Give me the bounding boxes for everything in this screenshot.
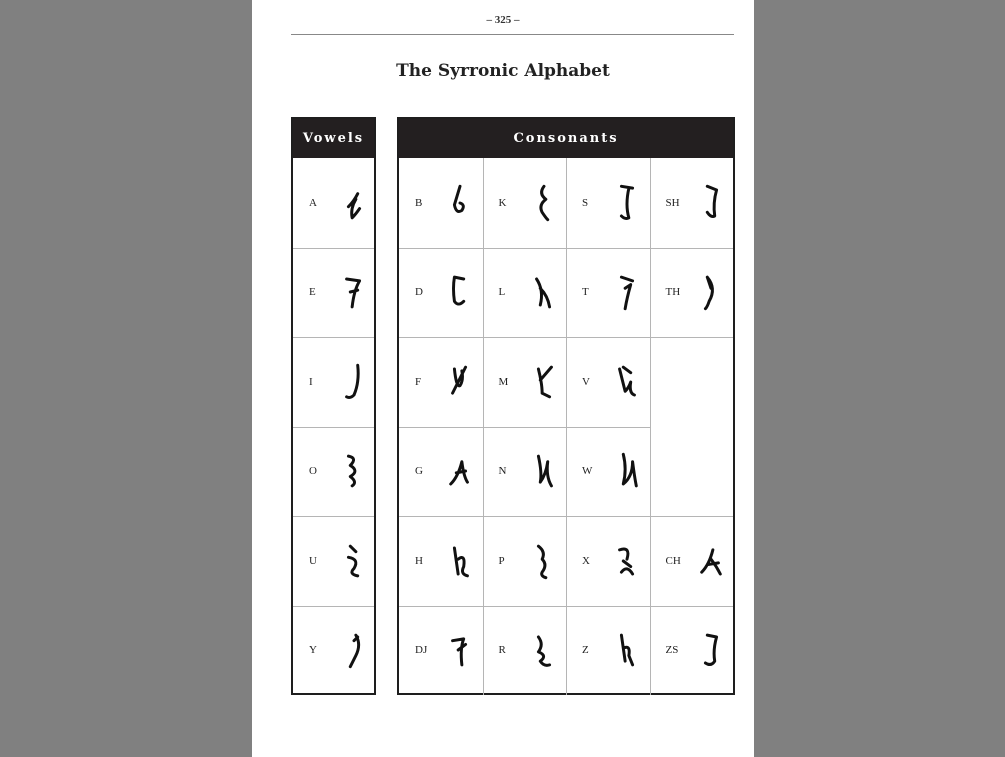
- syrronic-o-icon: [341, 447, 367, 495]
- grid-line: [293, 337, 374, 338]
- grid-line: [293, 606, 374, 607]
- consonants-header: Consonants: [399, 119, 733, 158]
- vowels-table: [291, 117, 376, 695]
- consonant-cell: [399, 427, 483, 517]
- vowels-header: Vowels: [293, 119, 374, 158]
- consonant-cell: [650, 158, 734, 248]
- consonant-cell: [650, 248, 734, 338]
- syrronic-p-icon: [531, 537, 557, 585]
- consonant-letter: G: [415, 465, 423, 478]
- consonant-letter: X: [582, 554, 590, 567]
- consonant-cell: [399, 337, 483, 427]
- book-page: [252, 0, 754, 757]
- consonant-letter: L: [498, 286, 506, 299]
- consonant-letter: B: [415, 196, 423, 209]
- consonant-cell: [566, 337, 650, 427]
- syrronic-w-icon: [614, 447, 640, 495]
- consonant-cell: [566, 427, 650, 517]
- syrronic-d-icon: [447, 268, 473, 316]
- consonant-letter: M: [498, 375, 509, 388]
- consonant-letter: TH: [665, 286, 681, 299]
- consonant-cell: [566, 248, 650, 338]
- consonant-cell: [483, 248, 567, 338]
- consonant-letter: W: [582, 465, 593, 478]
- vowel-letter: E: [309, 286, 316, 299]
- syrronic-u-icon: [341, 537, 367, 585]
- grid-line: [399, 427, 650, 428]
- consonant-letter: N: [498, 465, 507, 478]
- consonant-letter: SH: [665, 196, 680, 209]
- syrronic-zs-icon: [698, 626, 724, 674]
- consonant-letter: F: [415, 375, 422, 388]
- syrronic-h-icon: [447, 537, 473, 585]
- vowel-letter: I: [309, 375, 313, 388]
- grid-line: [293, 248, 374, 249]
- syrronic-t-icon: [614, 268, 640, 316]
- syrronic-r-icon: [531, 626, 557, 674]
- consonant-letter: D: [415, 286, 423, 299]
- vowel-letter: O: [309, 465, 317, 478]
- vowel-cell: [293, 158, 374, 248]
- vowel-cell: [293, 427, 374, 517]
- syrronic-th-icon: [698, 268, 724, 316]
- consonant-cell: [483, 516, 567, 606]
- consonant-letter: ZS: [665, 644, 679, 657]
- consonant-cell: [566, 606, 650, 696]
- page-number: – 325 –: [486, 14, 520, 26]
- syrronic-ch-icon: [698, 537, 724, 585]
- consonant-letter: T: [582, 286, 589, 299]
- consonant-cell: [399, 158, 483, 248]
- syrronic-v-icon: [614, 358, 640, 406]
- consonant-cell: [566, 158, 650, 248]
- consonant-letter: S: [582, 196, 589, 209]
- syrronic-s-icon: [614, 179, 640, 227]
- page-title: The Syrronic Alphabet: [396, 61, 610, 81]
- vowel-cell: [293, 248, 374, 338]
- consonant-letter: H: [415, 554, 423, 567]
- syrronic-dj-icon: [447, 626, 473, 674]
- grid-line: [293, 427, 374, 428]
- syrronic-f-icon: [447, 358, 473, 406]
- syrronic-a-icon: [341, 179, 367, 227]
- grid-line: [650, 158, 651, 695]
- consonant-letter: DJ: [415, 644, 428, 657]
- syrronic-i-icon: [341, 358, 367, 406]
- consonant-cell: [483, 606, 567, 696]
- consonant-cell: [566, 516, 650, 606]
- syrronic-e-icon: [341, 268, 367, 316]
- consonant-cell: [399, 248, 483, 338]
- syrronic-k-icon: [531, 179, 557, 227]
- syrronic-b-icon: [447, 179, 473, 227]
- syrronic-n-icon: [531, 447, 557, 495]
- consonant-cell: [650, 516, 734, 606]
- syrronic-g-icon: [447, 447, 473, 495]
- consonant-letter: P: [498, 554, 505, 567]
- vowel-cell: [293, 606, 374, 696]
- consonant-letter: K: [498, 196, 507, 209]
- syrronic-y-icon: [341, 626, 367, 674]
- vowel-letter: Y: [309, 644, 317, 657]
- consonant-cell: [399, 516, 483, 606]
- grid-line: [293, 516, 374, 517]
- consonant-letter: Z: [582, 644, 589, 657]
- consonant-letter: V: [582, 375, 590, 388]
- syrronic-sh-icon: [698, 179, 724, 227]
- consonant-letter: R: [498, 644, 506, 657]
- consonants-table: [397, 117, 735, 695]
- grid-line: [566, 158, 567, 695]
- consonant-cell: [650, 606, 734, 696]
- consonant-cell: [483, 337, 567, 427]
- vowel-letter: U: [309, 554, 317, 567]
- consonant-cell: [483, 427, 567, 517]
- vowel-letter: A: [309, 196, 317, 209]
- syrronic-z-icon: [614, 626, 640, 674]
- syrronic-m-icon: [531, 358, 557, 406]
- syrronic-l-icon: [531, 268, 557, 316]
- consonant-cell: [399, 606, 483, 696]
- syrronic-x-icon: [614, 537, 640, 585]
- vowel-cell: [293, 516, 374, 606]
- consonant-letter: CH: [665, 554, 681, 567]
- vowel-cell: [293, 337, 374, 427]
- consonant-cell: [483, 158, 567, 248]
- grid-line: [483, 158, 484, 695]
- header-rule: [291, 34, 734, 35]
